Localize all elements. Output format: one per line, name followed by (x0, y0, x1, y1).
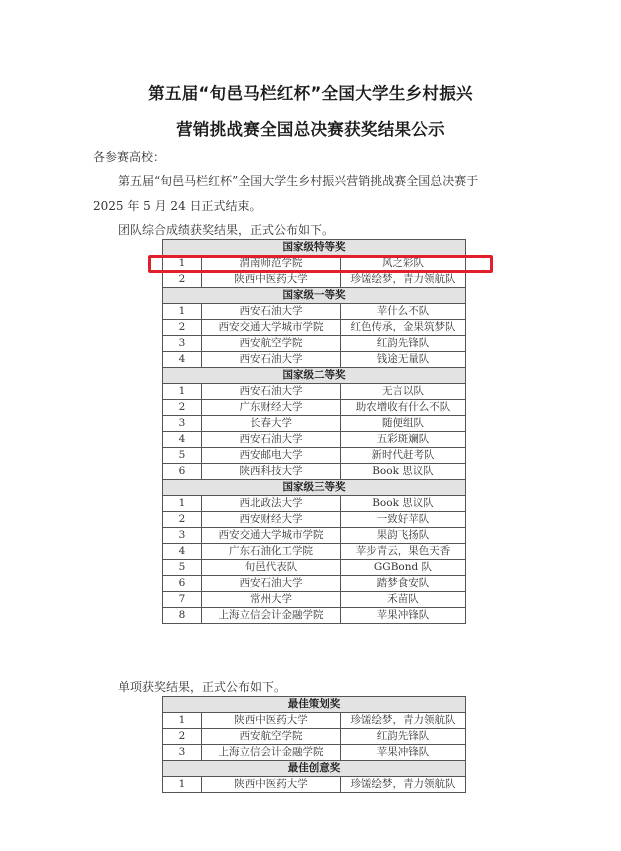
award-heading: 最佳策划奖 (163, 697, 466, 713)
award-heading-row (163, 288, 466, 304)
award-heading: 国家级三等奖 (163, 480, 466, 496)
team-cell: 风之彩队 (341, 256, 466, 272)
table-row (163, 400, 466, 416)
rank-cell: 8 (163, 608, 202, 624)
rank-cell: 3 (163, 745, 202, 761)
team-cell: 无言以队 (341, 384, 466, 400)
page-title-line-2: 营销挑战赛全国总决赛获奖结果公示 (176, 120, 445, 139)
rank-cell: 1 (163, 496, 202, 512)
team-cell: 禾苗队 (341, 592, 466, 608)
school-cell: 陕西中医药大学 (202, 777, 341, 793)
school-cell: 西北政法大学 (202, 496, 341, 512)
rank-cell: 4 (163, 544, 202, 560)
table-row (163, 560, 466, 576)
table-row (163, 608, 466, 624)
award-heading: 国家级一等奖 (163, 288, 466, 304)
table-row (163, 729, 466, 745)
school-cell: 西安交通大学城市学院 (202, 528, 341, 544)
team-cell: 苹果冲锋队 (341, 745, 466, 761)
rank-cell: 2 (163, 512, 202, 528)
team-cell: 踏梦食安队 (341, 576, 466, 592)
table-row (163, 464, 466, 480)
school-cell: 西安石油大学 (202, 432, 341, 448)
school-cell: 常州大学 (202, 592, 341, 608)
body-line-1: 第五届“旬邑马栏红杯”全国大学生乡村振兴营销挑战赛全国总决赛于 (118, 174, 479, 188)
school-cell: 西安财经大学 (202, 512, 341, 528)
school-cell: 广东石油化工学院 (202, 544, 341, 560)
team-awards-table (162, 239, 466, 624)
table-row (163, 320, 466, 336)
table-row (163, 336, 466, 352)
school-cell: 上海立信会计金融学院 (202, 745, 341, 761)
award-heading: 国家级二等奖 (163, 368, 466, 384)
team-cell: 一致好苹队 (341, 512, 466, 528)
award-heading-row (163, 480, 466, 496)
team-cell: 钱途无量队 (341, 352, 466, 368)
page-title-line-1: 第五届“旬邑马栏红杯”全国大学生乡村振兴 (148, 84, 473, 103)
team-cell: 苹什么不队 (341, 304, 466, 320)
team-cell: 随便组队 (341, 416, 466, 432)
school-cell: 长春大学 (202, 416, 341, 432)
table-row (163, 496, 466, 512)
salutation: 各参赛高校： (93, 150, 166, 164)
table-row (163, 544, 466, 560)
school-cell: 西安石油大学 (202, 304, 341, 320)
rank-cell: 4 (163, 352, 202, 368)
award-heading: 国家级特等奖 (163, 240, 466, 256)
team-results-intro: 团队综合成绩获奖结果，正式公布如下。 (118, 223, 335, 237)
award-heading-row (163, 697, 466, 713)
team-cell: 五彩斑斓队 (341, 432, 466, 448)
table-row (163, 448, 466, 464)
team-cell: 珍馐绘梦，青力领航队 (341, 713, 466, 729)
school-cell: 西安邮电大学 (202, 448, 341, 464)
award-heading-row (163, 368, 466, 384)
table-row (163, 416, 466, 432)
rank-cell: 2 (163, 272, 202, 288)
team-cell: Book 思议队 (341, 464, 466, 480)
team-cell: 苹果冲锋队 (341, 608, 466, 624)
single-results-intro: 单项获奖结果，正式公布如下。 (118, 680, 287, 694)
table-row (163, 777, 466, 793)
rank-cell: 1 (163, 304, 202, 320)
school-cell: 西安航空学院 (202, 729, 341, 745)
school-cell: 广东财经大学 (202, 400, 341, 416)
table-row (163, 528, 466, 544)
rank-cell: 1 (163, 713, 202, 729)
school-cell: 陕西中医药大学 (202, 272, 341, 288)
table-row (163, 432, 466, 448)
school-cell: 西安航空学院 (202, 336, 341, 352)
rank-cell: 2 (163, 729, 202, 745)
table-row (163, 512, 466, 528)
award-heading-row (163, 240, 466, 256)
school-cell: 陕西中医药大学 (202, 713, 341, 729)
table-row (163, 352, 466, 368)
team-cell: 红色传承，金果筑梦队 (341, 320, 466, 336)
table-row (163, 745, 466, 761)
rank-cell: 4 (163, 432, 202, 448)
single-awards-table (162, 696, 466, 793)
school-cell: 西安石油大学 (202, 384, 341, 400)
school-cell: 西安交通大学城市学院 (202, 320, 341, 336)
rank-cell: 1 (163, 777, 202, 793)
school-cell: 陕西科技大学 (202, 464, 341, 480)
rank-cell: 2 (163, 320, 202, 336)
table-row (163, 713, 466, 729)
team-cell: 助农增收有什么不队 (341, 400, 466, 416)
rank-cell: 3 (163, 416, 202, 432)
table-row (163, 272, 466, 288)
school-cell: 上海立信会计金融学院 (202, 608, 341, 624)
team-cell: 果韵飞扬队 (341, 528, 466, 544)
school-cell: 西安石油大学 (202, 576, 341, 592)
highlight-box (148, 255, 493, 273)
team-cell: 红韵先锋队 (341, 729, 466, 745)
table-row (163, 576, 466, 592)
rank-cell: 1 (163, 384, 202, 400)
table-row (163, 592, 466, 608)
rank-cell: 7 (163, 592, 202, 608)
rank-cell: 3 (163, 528, 202, 544)
award-heading-row (163, 761, 466, 777)
team-cell: 珍馐绘梦，青力领航队 (341, 777, 466, 793)
school-cell: 旬邑代表队 (202, 560, 341, 576)
rank-cell: 5 (163, 448, 202, 464)
body-line-2: 2025 年 5 月 24 日正式结束。 (93, 199, 262, 213)
table-row (163, 304, 466, 320)
team-cell: GGBond 队 (341, 560, 466, 576)
rank-cell: 6 (163, 576, 202, 592)
team-cell: 苹步青云，果色天香 (341, 544, 466, 560)
team-cell: Book 思议队 (341, 496, 466, 512)
team-cell: 红韵先锋队 (341, 336, 466, 352)
rank-cell: 2 (163, 400, 202, 416)
rank-cell: 6 (163, 464, 202, 480)
rank-cell: 5 (163, 560, 202, 576)
rank-cell: 1 (163, 256, 202, 272)
school-cell: 渭南师范学院 (202, 256, 341, 272)
award-heading: 最佳创意奖 (163, 761, 466, 777)
team-cell: 新时代赶考队 (341, 448, 466, 464)
team-cell: 珍馐绘梦，青力领航队 (341, 272, 466, 288)
table-row (163, 384, 466, 400)
school-cell: 西安石油大学 (202, 352, 341, 368)
rank-cell: 3 (163, 336, 202, 352)
